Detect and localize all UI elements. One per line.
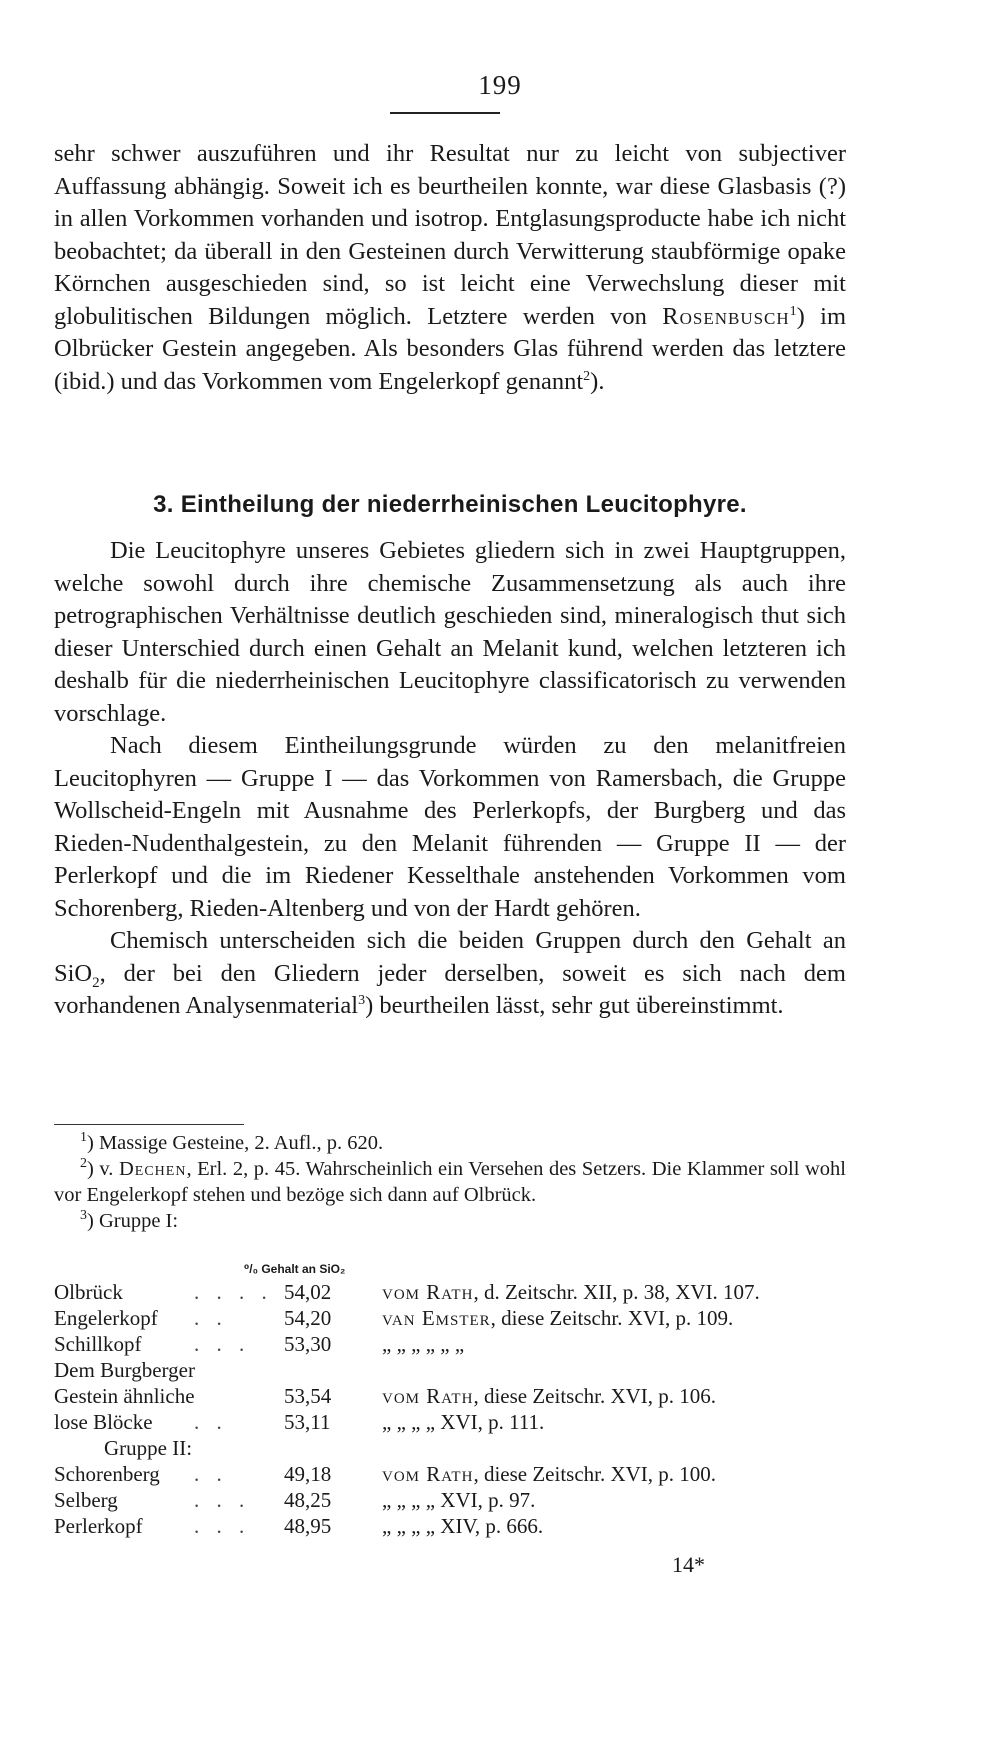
row-locality: Perlerkopf [54,1514,143,1538]
row-leader-dots: . . . [194,1488,251,1512]
row-sio2-value: 53,54 [284,1384,332,1408]
sio2-subscript: 2 [92,974,100,991]
row-locality: Schillkopf [54,1332,142,1356]
row-source-author: vom Rath [382,1384,474,1408]
table-row [54,1462,854,1488]
row-sio2-value: 54,20 [284,1306,332,1330]
footnote-3-mark: 3 [80,1208,87,1224]
paragraph-1-text-b: ) im Olbrücker Gestein angegeben. Als besonders Glas führend werden das letztere (ibid.) und das Vorkommen vom Engelerkopf genannt [54,302,847,395]
row-source [382,1410,544,1435]
table-row [54,1514,854,1540]
table-row [54,1358,854,1384]
footnote-2-text-b: , Erl. 2, p. 45. Wahrscheinlich ein Versehen des Setzers. Die Klammer soll wohl vor Engelerkopf stehen und bezöge sich dann auf Olbrück. [54,1158,846,1206]
paragraph-4-text-a: Chemisch unterscheiden sich die beiden Gruppen durch den Gehalt an SiO [54,927,846,987]
row-source [382,1514,543,1539]
paragraph-1 [54,138,846,398]
header-rule [390,112,500,114]
table-row [54,1306,854,1332]
group-2-label [54,1436,854,1462]
row-source-ref: , diese Zeitschr. XVI, p. 100. [473,1462,717,1486]
row-leader-dots: . . . . [194,1280,273,1304]
paragraph-2: Die Leucitophyre unseres Gebietes gliedern sich in zwei Hauptgruppen, welche sowohl durch ihre chemische Zusammensetzung als auch ihre petrographischen Verhältnisse deutlich geschieden sind, mineralogisch thut sich dieser Unterschied durch einen Gehalt an Melanit kund, welchen letzteren ich deshalb für die niederrheinischen Leucitophyre classificatorisch zu verwenden vorschlage. [54,537,846,727]
row-locality: Selberg [54,1488,118,1512]
section-body [54,535,846,1023]
table-row [54,1384,854,1410]
row-source-ref: , diese Zeitschr. XVI, p. 106. [473,1384,717,1408]
row-sio2-value: 49,18 [284,1462,332,1486]
sheet-signature: 14* [672,1552,705,1577]
row-source-ref: „ „ „ „ „ „ [382,1332,465,1356]
table-row [54,1332,854,1358]
row-source-author: vom Rath [382,1280,474,1304]
footnote-2-text-a: ) v. [87,1158,119,1180]
footnote-1-mark: 1 [80,1130,87,1146]
page-number: 199 [478,70,522,100]
paragraph-1-text-a: sehr schwer auszuführen und ihr Resultat nur zu leicht von subjectiver Auffassung abhängig. Soweit ich es beurtheilen konnte, war diese Glasbasis (?) in allen Vorkommen vorhanden und isotrop. Entglasungsproducte habe ich nicht beobachtet; da überall in den Gesteinen durch Verwitterung staubförmige opake Körnchen ausgeschieden sind, so ist leicht eine Verwechslung dieser mit globulitischen Bildungen möglich. Letztere werden von [54,140,846,330]
row-leader-dots: . . . [194,1332,251,1356]
author-rosenbusch: Rosenbusch [662,302,790,330]
paragraph-3: Nach diesem Eintheilungsgrunde würden zu den melanitfreien Leucitophyren — Gruppe I — das Vorkommen von Ramersbach, die Gruppe Wollscheid-Engeln mit Ausnahme des Perlerkopfs, der Burgberg und das Rieden-Nudenthalgestein, zu den Melanit führenden — Gruppe II — der Perlerkopf und die im Riedener Kesselthale anstehenden Vorkommen vom Schorenberg, Rieden-Altenberg und von der Hardt gehören. [54,732,846,922]
table-row [54,1410,854,1436]
table-row [54,1280,854,1306]
footnote-ref-3: 3 [358,992,366,1008]
footnotes [54,1130,846,1234]
row-sio2-value: 53,11 [284,1410,331,1434]
paragraph-4-text-c: ) beurtheilen lässt, sehr gut übereinstimmt. [365,992,784,1019]
group-2-label-text: Gruppe II: [104,1436,193,1460]
row-locality: lose Blöcke [54,1410,153,1434]
row-leader-dots: . . [194,1410,228,1434]
paragraph-4 [54,925,846,1023]
row-locality: Olbrück [54,1280,123,1304]
footnote-1-text: ) Massige Gesteine, 2. Aufl., p. 620. [87,1132,384,1154]
paragraph-4-text-b: , der bei den Gliedern jeder derselben, soweit es sich nach dem vorhandenen Analysenmaterial [54,959,846,1019]
row-source [382,1306,733,1331]
column-header: ⁰/₀ Gehalt an SiO₂ [244,1262,346,1276]
row-sio2-value: 53,30 [284,1332,332,1356]
row-locality: Gestein ähnliche [54,1384,195,1408]
footnote-3 [54,1208,846,1234]
author-dechen: Dechen [118,1158,187,1180]
footnote-ref-2: 2 [583,368,591,384]
row-sio2-value: 48,25 [284,1488,332,1512]
row-source-ref: , diese Zeitschr. XVI, p. 109. [490,1306,734,1330]
row-source-ref: „ „ „ „ XIV, p. 666. [382,1514,544,1538]
table-row [54,1488,854,1514]
row-source [382,1332,464,1357]
row-locality: Schorenberg [54,1462,160,1486]
row-source-ref: „ „ „ „ XVI, p. 111. [382,1410,545,1434]
footnote-rule [54,1124,244,1125]
row-source [382,1488,535,1513]
row-source-author: van Emster [382,1306,491,1330]
row-sio2-value: 54,02 [284,1280,332,1304]
footnote-ref-1: 1 [789,303,797,319]
row-leader-dots: . . . [194,1514,251,1538]
row-locality: Dem Burgberger [54,1358,195,1382]
row-source [382,1384,716,1409]
footnote-1 [54,1130,846,1156]
row-source [382,1462,716,1487]
row-sio2-value: 48,95 [284,1514,332,1538]
row-leader-dots: . . [194,1306,228,1330]
footnote-2 [54,1156,846,1208]
footnote-2-mark: 2 [80,1156,87,1172]
section-heading: 3. Eintheilung der niederrheinischen Leucitophyre. [153,491,747,518]
footnote-3-text: ) Gruppe I: [87,1210,179,1232]
paragraph-1-text-c: ). [590,367,605,395]
row-source-author: vom Rath [382,1462,474,1486]
row-source-ref: , d. Zeitschr. XII, p. 38, XVI. 107. [473,1280,760,1304]
row-source-ref: „ „ „ „ XVI, p. 97. [382,1488,536,1512]
row-locality: Engelerkopf [54,1306,158,1330]
row-leader-dots: . . [194,1462,228,1486]
row-source [382,1280,760,1305]
